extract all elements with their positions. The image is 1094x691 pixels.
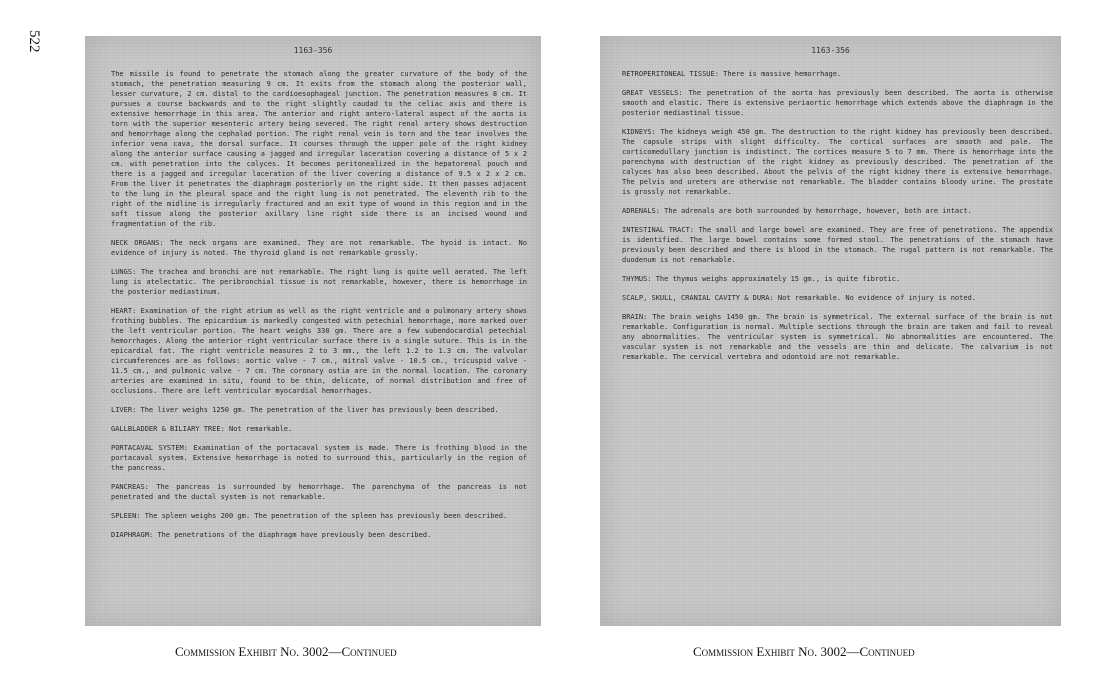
right-sheet-number: 1163-356 <box>811 46 850 55</box>
page-number: 522 <box>26 30 42 53</box>
left-document-sheet <box>85 36 541 626</box>
paragraph-portacaval: PORTACAVAL SYSTEM: Examination of the portacaval system is made. There is frothing blood in the portacaval system. Extensive hemorrhage is noted to surround this, particularly in the region of the pancreas. <box>111 444 527 472</box>
paragraph-great-vessels: GREAT VESSELS: The penetration of the aorta has previously been described. The aorta is otherwise smooth and elastic. There is extensive periaortic hemorrhage which extends above the diaphragm in the posterior mediastinal tissue. <box>622 89 1053 117</box>
left-exhibit-caption: Commission Exhibit No. 3002—Continued <box>175 644 397 659</box>
paragraph-intestinal-tract: INTESTINAL TRACT: The small and large bowel are examined. They are free of penetrations. The appendix is identified. The large bowel contains some formed stool. The penetrations of the stomach have previously been described and there is blood in the stomach. The rugal pattern is not remarkable. The duodenum is not remarkable. <box>622 226 1053 264</box>
paragraph-retroperitoneal: RETROPERITONEAL TISSUE: There is massive hemorrhage. <box>622 70 842 78</box>
paragraph-heart: HEART: Examination of the right atrium as well as the right ventricle and a pulmonary artery shows frothing bubbles. The epicardium is markedly congested with petechial hemorrhage, more marked over the left ventricular portion. The heart weighs 330 gm. There are a few subendocardial petechial hemorrhages. Along the anterior right ventricular surface there is a single suture. This is in the epicardial fat. The right ventricle measures 2 to 3 mm., the left 1.2 to 1.3 cm. The valvular circumferences are as follows: aortic valve - 7 cm., mitral valve - 10.5 cm., tricuspid valve - 11.5 cm., and pulmonic valve - 7 cm. The coronary ostia are in the normal location. The coronary arteries are examined in situ, found to be thin, delicate, of normal distribution and free of occlusions. There are left ventricular myocardial hemorrhages. <box>111 307 527 395</box>
paragraph-kidneys: KIDNEYS: The kidneys weigh 450 gm. The destruction to the right kidney has previously been described. The capsule strips with slight difficulty. The cortical surfaces are smooth and pale. The corticomedullary junction is indistinct. The cortices measure 5 to 7 mm. There is hemorrhage into the parenchyma with destruction of the right kidney as previously described. The penetration of the calyces has also been described. About the pelvis of the right kidney there is extensive hemorrhage. The pelvis and ureters are otherwise not remarkable. The bladder contains bloody urine. The prostate is grossly not remarkable. <box>622 128 1053 196</box>
right-text-block <box>600 69 1061 362</box>
paragraph-neck-organs: NECK ORGANS: The neck organs are examined. They are not remarkable. The hyoid is intact. No evidence of injury is noted. The thyroid gland is not remarkable grossly. <box>111 239 527 257</box>
right-document-sheet <box>600 36 1061 626</box>
left-text-block <box>85 69 541 540</box>
left-sheet-number: 1163-356 <box>293 46 333 55</box>
paragraph-brain: BRAIN: The brain weighs 1450 gm. The brain is symmetrical. The external surface of the brain is not remarkable. Configuration is normal. Multiple sections through the brain are taken and fail to reveal any abnormalities. The ventricular system is symmetrical. No abnormalities are encountered. The vascular system is not remarkable and the vessels are thin and delicate. The calvarium is not remarkable. The cervical vertebra and odontoid are not remarkable. <box>622 313 1053 361</box>
paragraph-lungs: LUNGS: The trachea and bronchi are not remarkable. The right lung is quite well aerated. The left lung is atelectatic. The peribronchial tissue is not remarkable, however, there is hemorrhage in the posterior mediastinum. <box>111 268 527 296</box>
paragraph-thymus: THYMUS: The thymus weighs approximately 15 gm., is quite fibrotic. <box>622 275 901 283</box>
paragraph-gallbladder: GALLBLADDER & BILIARY TREE: Not remarkable. <box>111 425 293 433</box>
right-exhibit-caption: Commission Exhibit No. 3002—Continued <box>693 644 915 659</box>
paragraph-missile-path: The missile is found to penetrate the stomach along the greater curvature of the body of the stomach, the penetration measuring 9 cm. It exits from the stomach along the posterior wall, lesser curvature, 2 cm. distal to the cardioesophageal junction. The penetration measures 8 cm. It pursues a course backwards and to the right slightly caudad to the celiac axis and there is extensive hemorrhage in this area. The anterior and right antero-lateral aspect of the aorta is torn with the superior mesenteric artery being severed. The right renal artery shows destruction and hemorrhage along the cephalad portion. The right renal vein is torn and the tear involves the inferior vena cava, the dorsal surface. It courses through the upper pole of the right kidney along the anterior surface causing a jagged and irregular laceration covering a distance of 5 x 2 cm. with penetration into the calyces. It becomes peritonealized in the hepatorenal pouch and there is a jagged and irregular laceration of the liver covering a distance of 9.5 x 2 x 2 cm. From the liver it penetrates the diaphragm posteriorly on the right side. It then passes adjacent to the lung in the pleural space and the right lung is not penetrated. The eleventh rib to the right of the midline is irregularly fractured and an exit type of wound in this region and in the soft tissue along the posterior axillary line right side there is an incised wound and fragmentation of the rib. <box>111 70 527 228</box>
paragraph-adrenals: ADRENALS: The adrenals are both surrounded by hemorrhage, however, both are intact. <box>622 207 972 215</box>
paragraph-pancreas: PANCREAS: The pancreas is surrounded by hemorrhage. The parenchyma of the pancreas is not penetrated and the ductal system is not remarkable. <box>111 483 527 501</box>
paragraph-spleen: SPLEEN: The spleen weighs 200 gm. The penetration of the spleen has previously been described. <box>111 512 508 520</box>
paragraph-scalp-skull: SCALP, SKULL, CRANIAL CAVITY & DURA: Not remarkable. No evidence of injury is noted. <box>622 294 977 302</box>
paragraph-liver: LIVER: The liver weighs 1250 gm. The penetration of the liver has previously been described. <box>111 406 499 414</box>
paragraph-diaphragm: DIAPHRAGM: The penetrations of the diaphragm have previously been described. <box>111 531 432 539</box>
